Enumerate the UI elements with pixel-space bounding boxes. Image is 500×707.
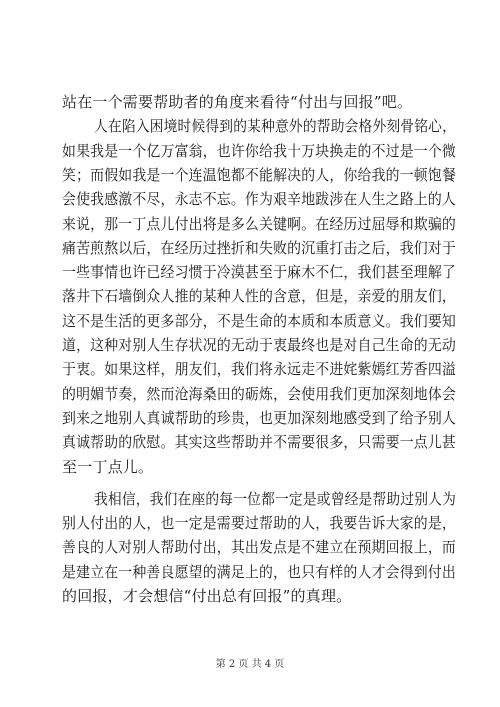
text-line: 如果我是一个亿万富翁，也许你给我十万块换走的不过是一个微: [62, 142, 456, 160]
text-line: 善良的人对别人帮助付出，其出发点是不建立在预期回报上，而: [62, 538, 456, 556]
text-line: 笑；而假如我是一个连温饱都不能解决的人，你给我的一顿饱餐: [62, 166, 456, 184]
page-footer: 第 2 页 共 4 页: [215, 659, 285, 670]
text-line: 到来之地别人真诚帮助的珍贵，也更加深刻地感受到了给予别人: [62, 409, 456, 427]
text-line: 这不是生活的更多部分，不是生命的本质和本质意义。我们要知: [62, 312, 456, 330]
text-line: 是建立在一种善良愿望的满足上的，也只有样的人才会得到付出: [62, 563, 456, 581]
text-line: 真诚帮助的欣慰。其实这些帮助并不需要很多，只需要一点儿甚: [62, 433, 456, 451]
text-line: 至一丁点儿。: [62, 458, 154, 476]
text-line: 的回报，才会想信“付出总有回报”的真理。: [62, 587, 352, 605]
text-line: 的明媚节奏，然而沧海桑田的砺炼，会使用我们更加深刻地体会: [62, 385, 456, 403]
text-line: 站在一个需要帮助者的角度来看待“付出与回报”吧。: [62, 93, 413, 111]
text-line: 一些事情也许已经习惯于冷漠甚至于麻木不仁，我们甚至理解了: [62, 263, 456, 281]
text-line: 落井下石墙倒众人推的某种人性的含意，但是，亲爱的朋友们，: [62, 287, 456, 305]
paragraph-start-line: 人在陷入困境时候得到的某种意外的帮助会格外刻骨铭心，: [94, 117, 456, 135]
paragraph-start-line: 我相信，我们在座的每一位都一定是或曾经是帮助过别人为: [94, 490, 456, 508]
text-line: 痛苦煎熬以后，在经历过挫折和失败的沉重打击之后，我们对于: [62, 239, 456, 257]
text-line: 于衷。如果这样，朋友们，我们将永远走不进姹紫嫣红芳香四溢: [62, 360, 456, 378]
text-line: 会使我感激不尽，永志不忘。作为艰辛地跋涉在人生之路上的人: [62, 190, 456, 208]
text-line: 别人付出的人，也一定是需要过帮助的人，我要告诉大家的是，: [62, 514, 456, 532]
text-line: 来说，那一丁点儿付出将是多么关键啊。在经历过屈辱和欺骗的: [62, 215, 456, 233]
text-line: 道，这种对别人生存状况的无动于衷最终也是对自己生命的无动: [62, 336, 456, 354]
